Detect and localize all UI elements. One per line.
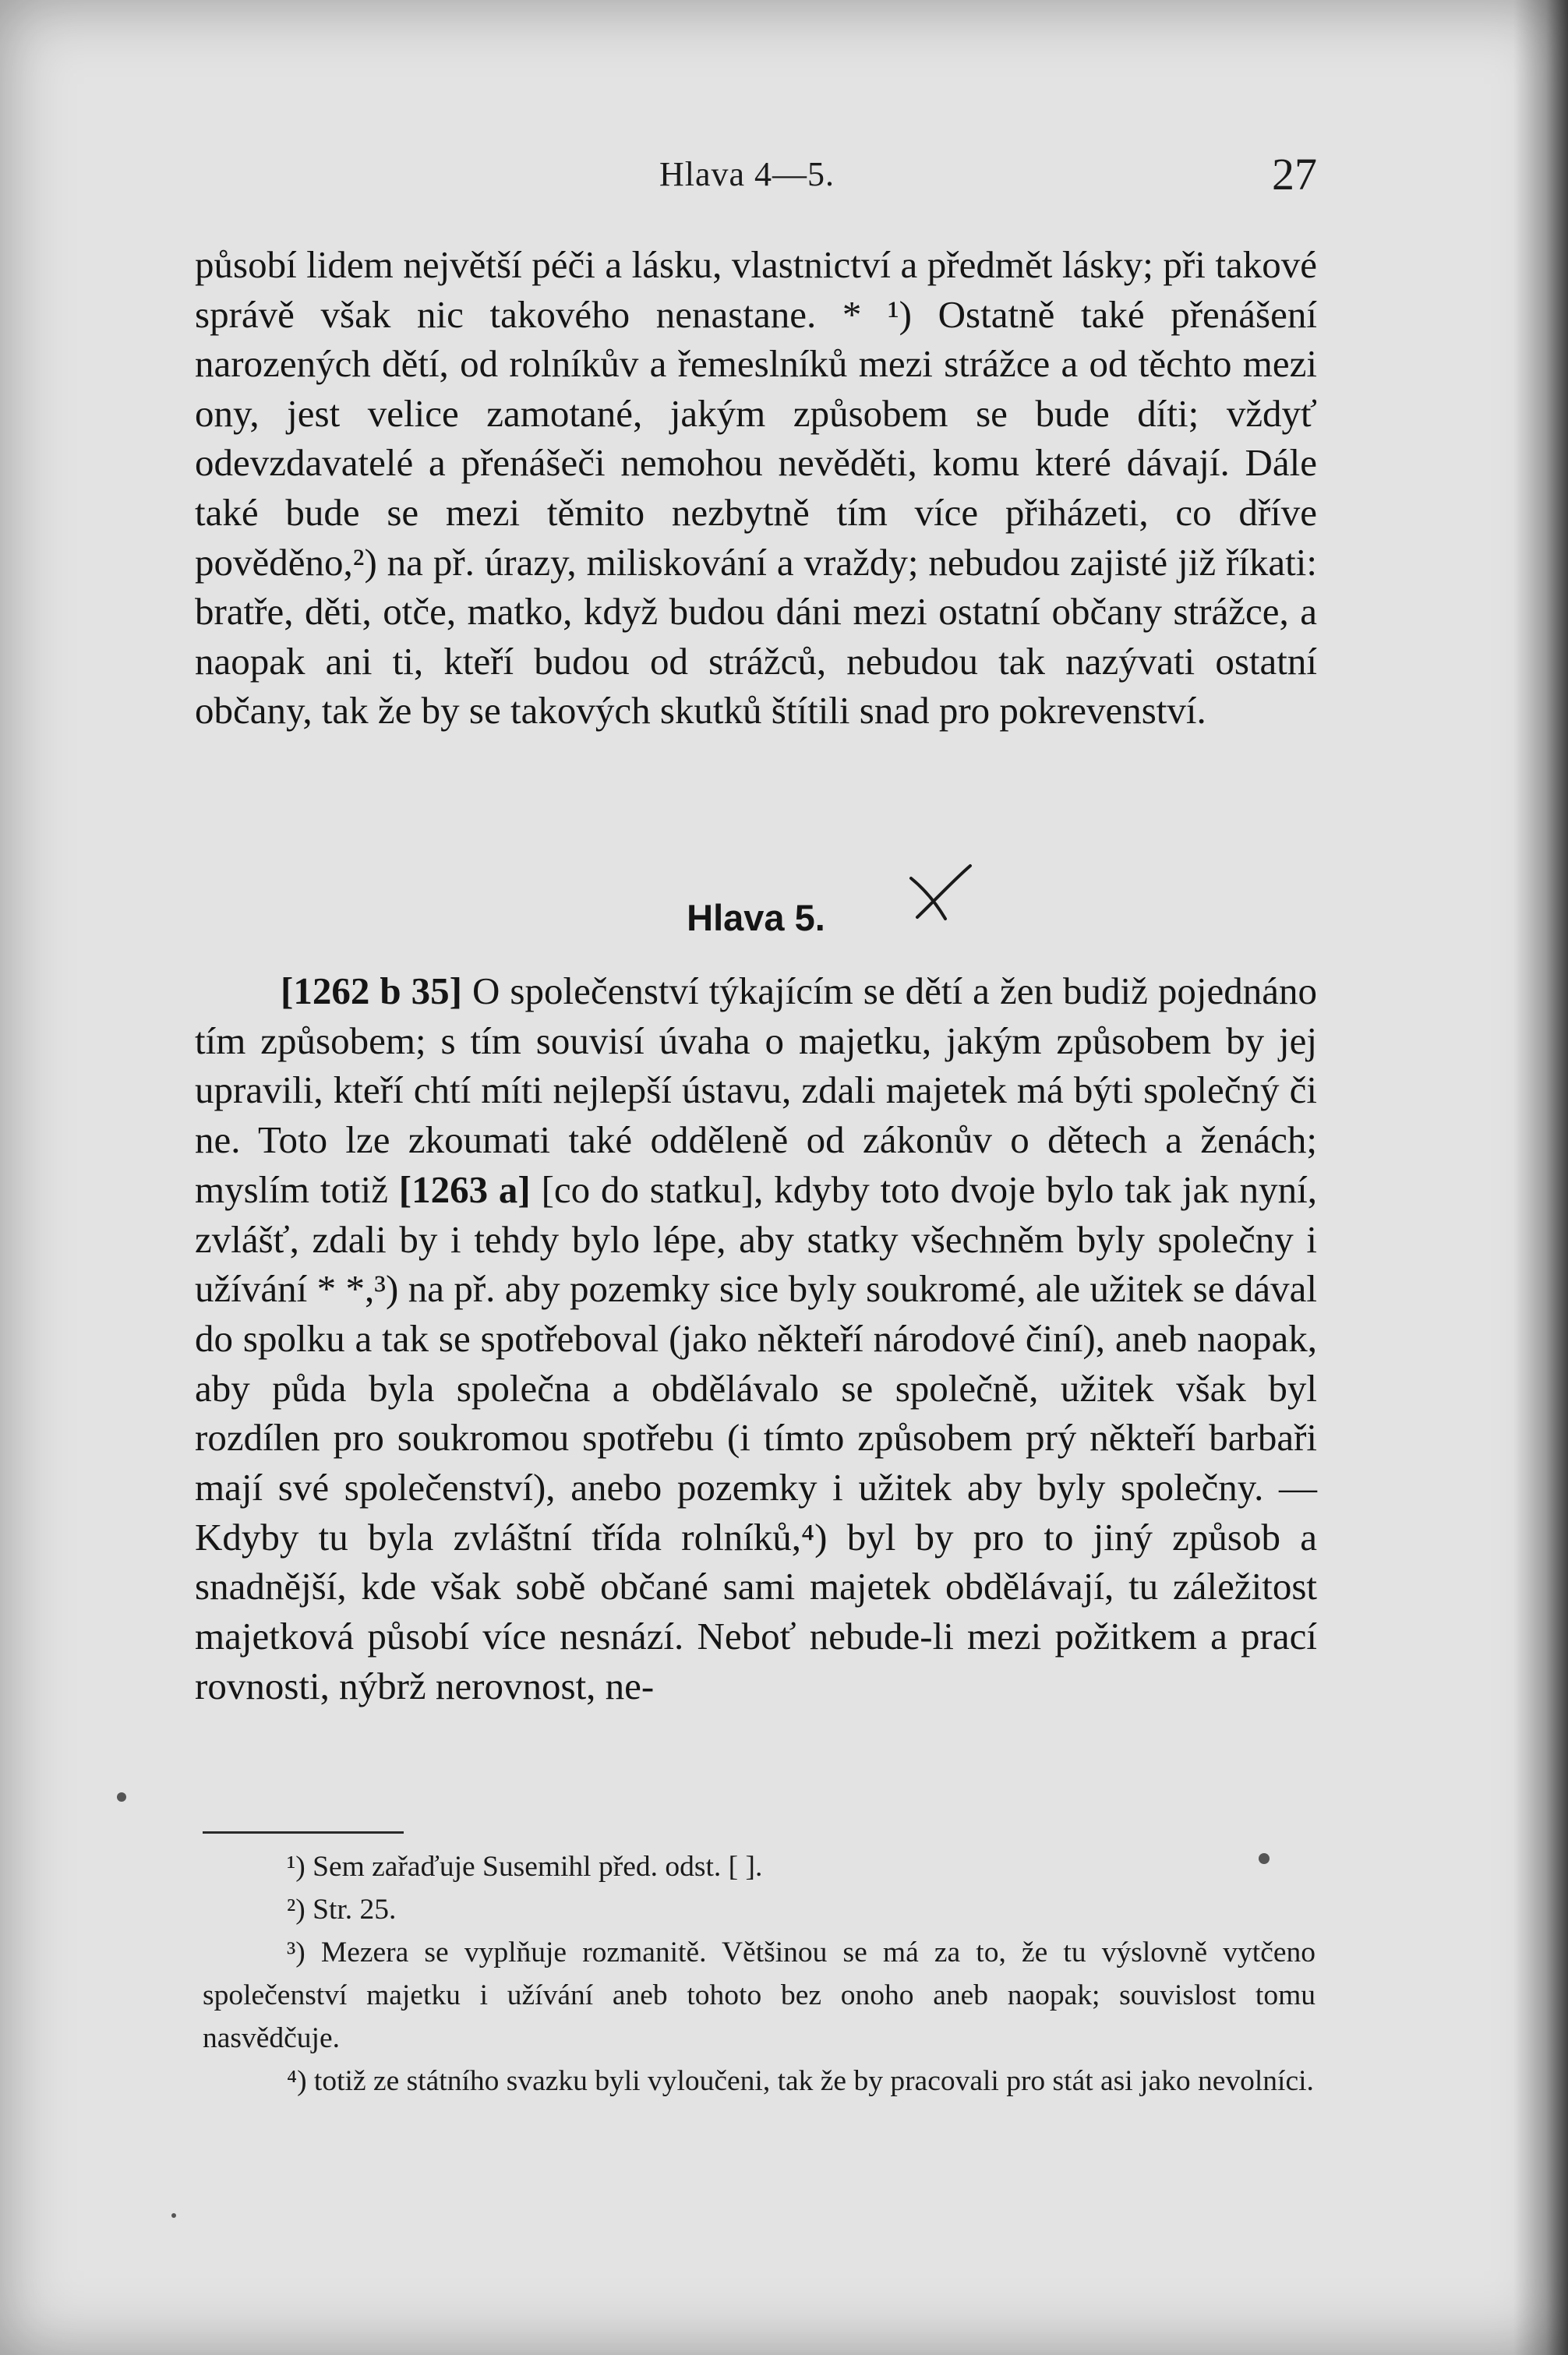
- paper-speck: [171, 2213, 176, 2218]
- footnotes: [203, 1845, 1315, 2103]
- paper-speck: [117, 1792, 126, 1802]
- chapter-heading: Hlava 5.: [687, 897, 825, 938]
- footnote: ²) Str. 25.: [287, 1894, 397, 1926]
- footnote: ¹) Sem zařaďuje Susemihl před. odst. [ ].: [287, 1851, 763, 1883]
- bekker-reference: [1263 a]: [398, 1167, 531, 1211]
- chapter-paragraph: [195, 966, 1317, 1711]
- page-number: 27: [1272, 149, 1317, 199]
- running-header: [195, 148, 1317, 203]
- handwritten-x-mark: [900, 861, 978, 923]
- paper-speck: [1259, 1853, 1270, 1864]
- chapter-body: [195, 966, 1317, 1711]
- page-edge-shadow: [1513, 0, 1568, 2355]
- footnote: ³) Mezera se vyplňuje rozmanitě. Většinou se má za to, že tu výslovně vytčeno společenství majetku i užívání aneb tohoto bez onoho aneb naopak; souvislost tomu nasvědčuje.: [203, 1937, 1315, 2054]
- footnote-divider: [203, 1831, 404, 1834]
- running-title: Hlava 4—5.: [659, 155, 835, 193]
- paragraph-text: [co do statku], kdyby toto dvoje bylo tak jak nyní, zvlášť, zdali by i tehdy bylo lépe, aby statky všechněm byly společny i užívání * *,³) na př. aby pozemky sice byly soukromé, ale užitek se dával do spolku a tak se spotřeboval (jako někteří národové činí), aneb naopak, aby půda byla společna a obdělávalo se společně, užitek však byl rozdílen pro soukromou spotřebu (i tímto způsobem prý někteří barbaři mají své společenství), anebo pozemky i užitek aby byly společny. — Kdyby tu byla zvláštní třída rolníků,⁴) byl by pro to jiný způsob a snadnější, kde však sobě občané sami majetek obdělávají, tu záležitost majetková působí více nesnází. Neboť nebude-li mezi požitkem a prací rovnosti, nýbrž nerovnost, ne-: [195, 1167, 1317, 1707]
- paragraph-continuation: působí lidem největší péči a lásku, vlastnictví a předmět lásky; při takové správě však nic takového nenastane. * ¹) Ostatně také přenášení narozených dětí, od rolníkův a řemeslníků mezi strážce a od těchto mezi ony, jest velice zamotané, jakým způsobem se bude díti; vždyť odevzdavatelé a přenášeči nemohou nevěděti, komu které dávají. Dále také bude se mezi těmito nezbytně tím více přiházeti, co dříve pověděno,²) na př. úrazy, miliskování a vraždy; nebudou zajisté již říkati: bratře, děti, otče, matko, když budou dáni mezi ostatní občany strážce, a naopak ani ti, kteří budou od strážců, nebudou tak nazývati ostatní občany, tak že by se takových skutků štítili snad pro pokrevenství.: [195, 243, 1317, 733]
- footnote: ⁴) totiž ze státního svazku byli vyloučeni, tak že by pracovali pro stát asi jako nevolníci.: [287, 2065, 1314, 2097]
- body-text-continuation: [195, 240, 1317, 736]
- bekker-reference: [1262 b 35]: [281, 969, 462, 1012]
- paragraph-text: O společenství týkajícím se dětí a žen budiž pojednáno tím způsobem; s tím souvisí úvaha o majetku, jakým způsobem by jej upravili, kteří chtí míti nejlepší ústavu, zdali majetek má býti společný či ne. Toto lze zkoumati také odděleně od zákonův o dětech a ženách; myslím totiž: [195, 969, 1317, 1211]
